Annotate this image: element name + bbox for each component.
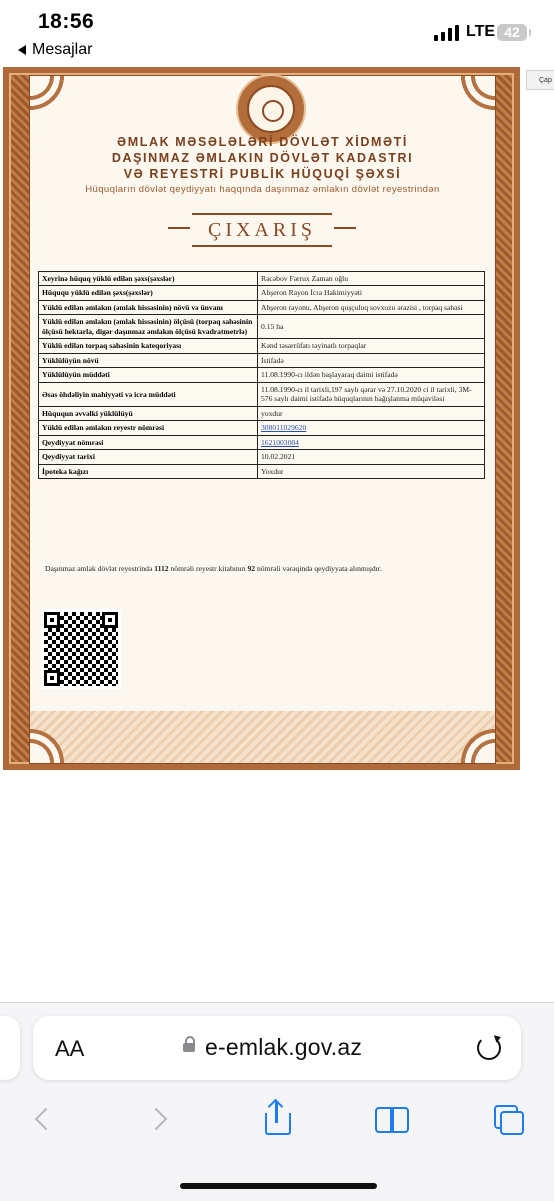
clock: 18:56: [38, 10, 95, 33]
table-row: [39, 450, 485, 464]
row-value: İstifadə: [258, 353, 485, 367]
text-size-button[interactable]: AA: [55, 1036, 85, 1061]
bottom-ornament: [30, 711, 495, 763]
row-value: yoxdur: [258, 406, 485, 420]
signal-icon: [434, 24, 459, 41]
table-row: [39, 382, 485, 406]
registration-note: Daşınmaz əmlak dövlət reyestrində 1112 nömrəli reyestr kitabının 92 nömrəli vərəqində qeydiyyata alınmışdır.: [45, 564, 382, 573]
row-label: Xeyrinə hüquq yüklü edilən şəxs(şəxslər): [39, 272, 258, 286]
row-label: Yüklülüyün müddəti: [39, 368, 258, 382]
back-label: Mesajlar: [32, 41, 93, 58]
registration-number-link[interactable]: 1621003084: [258, 435, 485, 449]
row-label: Hüququn əvvəlki yüklülüyü: [39, 406, 258, 420]
share-icon: [265, 1113, 291, 1135]
registry-number-link[interactable]: 308011029620: [258, 421, 485, 435]
row-label: Yüklü edilən əmlakın (əmlak hissəsinin) ölçüsü (torpaq sahəsinin ölçüsü hektarla, digər daşınmaz əmlakın ölçüsü kvadratmetrlə): [39, 315, 258, 339]
table-row: [39, 286, 485, 300]
row-value: Abşeron rayonu, Abşeron quşçuluq sovxozu ərazisi , torpaq sahəsi: [258, 300, 485, 314]
row-label: Yüklü edilən əmlakın reyestr nömrəsi: [39, 421, 258, 435]
status-bar: [0, 0, 554, 66]
network-type: LTE: [466, 23, 496, 40]
row-value: 10.02.2021: [258, 450, 485, 464]
print-button[interactable]: Çap: [526, 70, 554, 90]
table-row: [39, 464, 485, 478]
header-line-3: VƏ REYESTRİ PUBLİK HÜQUQİ ŞƏXSİ: [123, 167, 402, 181]
extract-document: [3, 67, 520, 770]
header-line-1: ƏMLAK MƏSƏLƏLƏRİ DÖVLƏT XİDMƏTİ: [117, 135, 408, 149]
corner-ornament: [433, 76, 495, 138]
table-row: [39, 406, 485, 420]
table-row: [39, 300, 485, 314]
battery-icon: 42: [497, 24, 527, 41]
corner-ornament: [30, 701, 92, 763]
tabs-button[interactable]: [490, 1101, 530, 1137]
home-indicator: [180, 1183, 377, 1189]
row-label: Əsas öhdəliyin mahiyyəti və icra müddəti: [39, 382, 258, 406]
table-row: [39, 315, 485, 339]
table-row: [39, 421, 485, 435]
bookmarks-button[interactable]: [372, 1101, 412, 1137]
row-value: Abşeron Rayon İcra Hakimiyyəti: [258, 286, 485, 300]
back-to-messages-link[interactable]: [18, 41, 92, 59]
browser-toolbar: [0, 1002, 554, 1201]
document-body: [29, 75, 496, 764]
forward-button[interactable]: [140, 1101, 180, 1137]
row-label: Qeydiyyat nömrəsi: [39, 435, 258, 449]
header-line-2: DAŞINMAZ ƏMLAKIN DÖVLƏT KADASTRI: [111, 151, 414, 165]
row-value: Kənd təsərrüfatı təyinatlı torpaqlar: [258, 339, 485, 353]
row-value: 11.08.1990-cı ildən başlayaraq daimi istifadə: [258, 368, 485, 382]
chevron-left-icon: [35, 1108, 58, 1131]
reload-icon[interactable]: [477, 1036, 501, 1060]
row-label: Yüklü edilən əmlakın (əmlak hissəsinin) növü və ünvanı: [39, 300, 258, 314]
previous-tab-stub[interactable]: [0, 1016, 20, 1080]
book-number: 1112: [154, 564, 169, 573]
chevron-right-icon: [145, 1108, 168, 1131]
extract-table: [38, 271, 485, 479]
table-row: [39, 353, 485, 367]
table-row: [39, 339, 485, 353]
url-text[interactable]: e-emlak.gov.az: [205, 1034, 363, 1060]
state-emblem-icon: [236, 74, 306, 144]
row-label: Hüququ yüklü edilən şəxs(şəxslər): [39, 286, 258, 300]
back-triangle-icon: [18, 45, 26, 55]
back-button[interactable]: [22, 1101, 62, 1137]
row-value: Rəcəbov Fərrux Zaman oğlu: [258, 272, 485, 286]
row-value: Yoxdur: [258, 464, 485, 478]
table-row: [39, 272, 485, 286]
table-row: [39, 435, 485, 449]
row-label: Qeydiyyat tarixi: [39, 450, 258, 464]
corner-ornament: [30, 76, 92, 138]
document-subtitle: Hüquqların dövlət qeydiyyatı haqqında daşınmaz əmlakın dövlət reyestrindən: [85, 184, 440, 195]
address-bar[interactable]: [33, 1016, 521, 1080]
share-button[interactable]: [257, 1101, 297, 1137]
corner-ornament: [433, 701, 495, 763]
table-row: [39, 368, 485, 382]
row-label: Yüklülüyün növü: [39, 353, 258, 367]
lock-icon: [183, 1043, 195, 1052]
row-value: 11.08.1990-cı il tarixli,197 saylı qərar və 27.10.2020 ci il tarixli, 3M-576 saylı daimi istifadə hüquqlarının bağışlanma müqaviləsi: [258, 382, 485, 406]
row-label: Yüklü edilən torpaq sahəsinin kateqoriyası: [39, 339, 258, 353]
page-number: 92: [247, 564, 256, 573]
document-title: ÇIXARIŞ: [192, 213, 332, 247]
row-value: 0.15 ha: [258, 315, 485, 339]
qr-code[interactable]: [41, 609, 121, 689]
row-label: İpoteka kağızı: [39, 464, 258, 478]
